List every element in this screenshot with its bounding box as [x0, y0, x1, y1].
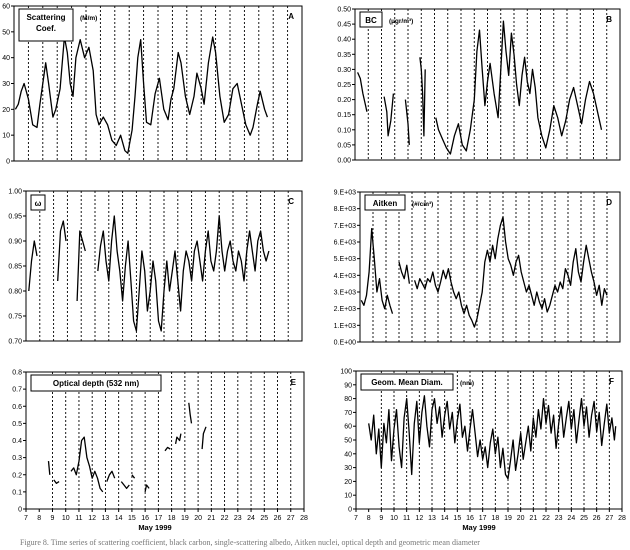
x-tick-label: 10 — [390, 515, 398, 522]
y-tick-label: 40 — [344, 451, 352, 459]
series-line — [58, 221, 66, 281]
panel-unit: (#/cm³) — [412, 201, 434, 208]
x-tick-label: 21 — [529, 515, 538, 522]
chart-panel-b — [337, 7, 620, 165]
series-line — [361, 229, 392, 314]
y-tick-label: 0.40 — [337, 36, 351, 44]
y-tick-label: 80 — [344, 396, 352, 404]
y-tick-label: 50 — [344, 437, 352, 445]
panel-title: Scattering — [26, 13, 66, 22]
y-tick-label: 10 — [2, 132, 10, 140]
x-tick-label: 17 — [478, 515, 487, 522]
y-tick-label: 0.75 — [8, 313, 22, 321]
x-tick-label: 10 — [61, 515, 70, 522]
x-tick-label: 27 — [605, 515, 614, 522]
y-tick-label: 7.E+03 — [333, 222, 356, 230]
y-tick-label: 30 — [344, 465, 352, 473]
x-tick-label: 24 — [247, 515, 255, 522]
x-tick-label: 9 — [50, 515, 55, 522]
series-line — [98, 216, 269, 331]
x-tick-label: 13 — [428, 515, 436, 522]
series-line — [189, 403, 192, 424]
plot-frame — [26, 372, 304, 509]
panel-letter: A — [288, 12, 294, 21]
y-tick-label: 0.5 — [12, 420, 22, 428]
panel-title: Aitken — [372, 199, 398, 208]
x-tick-label: 13 — [101, 515, 110, 522]
x-tick-label: 25 — [260, 515, 269, 522]
x-tick-label: 27 — [286, 515, 295, 522]
x-tick-label: 12 — [415, 515, 424, 522]
series-line — [415, 217, 607, 327]
y-tick-label: 0.10 — [337, 127, 351, 135]
panel-title: Geom. Mean Diam. — [371, 378, 443, 387]
panel-letter: D — [606, 198, 612, 207]
y-tick-label: 100 — [340, 368, 352, 376]
x-tick-label: 19 — [504, 515, 512, 522]
x-tick-label: 23 — [554, 515, 563, 522]
plot-frame — [356, 371, 622, 509]
x-tick-label: 8 — [366, 515, 371, 522]
series-line — [107, 471, 115, 481]
y-tick-label: 50 — [2, 29, 10, 37]
x-tick-label: 8 — [37, 515, 42, 522]
x-tick-label: 22 — [220, 515, 229, 522]
y-tick-label: 0.4 — [12, 438, 22, 445]
panel-letter: B — [606, 15, 612, 24]
x-tick-label: 15 — [453, 515, 462, 522]
panel-unit: (µgr/m³) — [389, 18, 414, 25]
x-axis-label: May 1999 — [138, 523, 172, 532]
y-tick-label: 8.E+03 — [333, 206, 356, 214]
x-tick-label: 28 — [618, 515, 626, 522]
x-tick-label: 25 — [580, 515, 588, 522]
x-tick-label: 14 — [114, 515, 123, 522]
y-tick-label: 1.00 — [8, 188, 22, 196]
x-tick-label: 16 — [141, 515, 150, 522]
y-tick-label: 0.1 — [12, 489, 22, 497]
x-tick-label: 23 — [233, 515, 242, 522]
series-line — [165, 447, 170, 450]
y-tick-label: 10 — [344, 492, 352, 500]
panel-unit: (nm) — [460, 380, 475, 387]
y-tick-label: 2.E+03 — [333, 306, 356, 314]
y-tick-label: 0.6 — [12, 403, 22, 411]
figure-caption: Figure 8. Time series of scattering coefficient, black carbon, single-scattering albedo, Aitken nuclei, optical depth and geometric mean diameter — [20, 538, 480, 547]
y-tick-label: 4.E+03 — [333, 272, 356, 280]
x-tick-label: 9 — [379, 515, 384, 522]
y-tick-label: 9.E+03 — [333, 189, 356, 197]
y-tick-label: 0.70 — [8, 338, 22, 346]
y-tick-label: 0.35 — [337, 51, 351, 59]
x-tick-label: 11 — [75, 515, 83, 522]
panel-unit: (M/m) — [80, 15, 98, 22]
plot-frame — [360, 192, 620, 342]
y-tick-label: 0 — [18, 506, 22, 514]
panel-letter: E — [290, 378, 296, 387]
series-line — [420, 57, 425, 136]
y-tick-label: 0.80 — [8, 288, 22, 296]
x-tick-label: 26 — [273, 515, 282, 522]
series-line — [384, 94, 393, 136]
chart-panel-d — [334, 190, 620, 347]
series-line — [121, 482, 129, 489]
y-tick-label: 60 — [344, 423, 352, 431]
y-tick-label: 90 — [344, 382, 352, 390]
x-tick-label: 18 — [167, 515, 176, 522]
x-tick-label: 17 — [154, 515, 163, 522]
series-line — [399, 262, 409, 284]
y-tick-label: 0.2 — [12, 472, 22, 480]
x-axis-label: May 1999 — [462, 523, 496, 532]
y-tick-label: 0.E+00 — [333, 339, 356, 347]
panel-letter: F — [609, 377, 614, 386]
chart-panel-f — [340, 369, 626, 533]
y-tick-label: 6.E+03 — [333, 239, 356, 247]
series-line — [202, 427, 206, 449]
y-tick-label: 5.E+03 — [333, 256, 356, 264]
y-tick-label: 0.95 — [8, 213, 22, 221]
y-tick-label: 1.E+03 — [333, 322, 356, 330]
y-tick-label: 30 — [2, 81, 10, 88]
y-tick-label: 0.30 — [337, 66, 351, 74]
x-tick-label: 28 — [300, 515, 308, 522]
x-tick-label: 20 — [194, 515, 202, 522]
y-tick-label: 20 — [344, 478, 352, 486]
series-line — [49, 461, 50, 475]
plot-frame — [26, 191, 302, 341]
y-tick-label: 20 — [2, 106, 10, 114]
x-tick-label: 21 — [207, 515, 216, 522]
panel-letter: C — [288, 197, 294, 206]
y-tick-label: 0.8 — [12, 369, 22, 377]
series-line — [369, 396, 616, 479]
chart-panel-e — [12, 370, 308, 533]
series-line — [29, 241, 37, 291]
chart-panel-a — [2, 4, 302, 166]
x-tick-label: 11 — [403, 515, 411, 522]
series-line — [358, 72, 367, 111]
y-tick-label: 60 — [2, 3, 10, 11]
y-tick-label: 0.3 — [12, 455, 22, 463]
x-tick-label: 22 — [542, 515, 550, 522]
y-tick-label: 70 — [344, 409, 352, 417]
y-tick-label: 0.25 — [337, 82, 351, 89]
x-tick-label: 12 — [88, 515, 97, 522]
series-line — [405, 100, 409, 145]
chart-panel-c — [8, 189, 302, 346]
x-tick-label: 24 — [567, 515, 576, 522]
panel-title: Coef. — [36, 24, 56, 33]
y-tick-label: 0.7 — [12, 386, 22, 394]
y-tick-label: 0.50 — [337, 6, 351, 14]
x-tick-label: 7 — [354, 515, 358, 522]
y-tick-label: 40 — [2, 55, 10, 63]
series-line — [77, 231, 85, 301]
y-tick-label: 0.15 — [337, 112, 351, 120]
x-tick-label: 16 — [466, 515, 474, 522]
series-line — [54, 480, 59, 483]
y-tick-label: 0.90 — [8, 238, 22, 246]
x-tick-label: 14 — [440, 515, 449, 522]
series-line — [145, 485, 149, 492]
x-tick-label: 20 — [516, 515, 525, 522]
y-tick-label: 0 — [6, 158, 10, 166]
x-tick-label: 19 — [180, 515, 189, 522]
series-line — [71, 437, 103, 492]
y-tick-label: 0.45 — [337, 21, 351, 29]
x-tick-label: 7 — [24, 515, 28, 522]
y-tick-label: 3.E+03 — [333, 289, 356, 297]
y-tick-label: 0.85 — [8, 263, 22, 271]
y-tick-label: 0.05 — [337, 142, 351, 150]
x-tick-label: 26 — [592, 515, 601, 522]
panel-title: Optical depth (532 nm) — [52, 379, 140, 388]
y-tick-label: 0.20 — [337, 97, 351, 105]
y-tick-label: 0 — [348, 506, 352, 514]
x-tick-label: 15 — [128, 515, 136, 522]
series-line — [176, 434, 181, 444]
y-tick-label: 0.00 — [337, 157, 351, 165]
panel-title: ω — [34, 199, 42, 208]
x-tick-label: 18 — [491, 515, 500, 522]
panel-title: BC — [365, 16, 377, 25]
